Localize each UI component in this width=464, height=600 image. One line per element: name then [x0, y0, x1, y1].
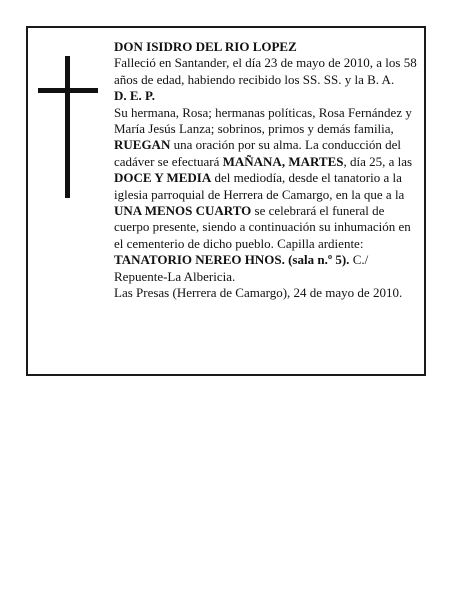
deceased-name: DON ISIDRO DEL RIO LOPEZ	[114, 39, 297, 54]
notice-text	[114, 39, 422, 302]
cross-horizontal-bar	[38, 88, 98, 93]
body-text-5: se celebrará el funeral de cuerpo presente, siendo a continuación su inhumación en el cementerio de dicho pueblo. Capilla ardiente:	[114, 203, 411, 251]
ruegan-text: RUEGAN	[114, 137, 171, 153]
body-text-1: Su hermana, Rosa; hermanas políticas, Rosa Fernández y María Jesús Lanza; sobrinos, primos y demás familia,	[114, 104, 412, 137]
address-text: C./ Repuente-La Albericia.	[114, 252, 369, 284]
death-statement: Falleció en Santander, el día 23 de mayo de 2010, a los 58 años de edad, habiendo recibido los SS. SS. y la B. A.	[114, 55, 417, 87]
una-menos-cuarto-text: UNA MENOS CUARTO	[114, 203, 252, 219]
obituary-notice	[26, 26, 426, 376]
cross-icon	[38, 56, 98, 198]
body-text-2: una oración por su alma. La conducción del cadáver se efectuará	[114, 137, 402, 169]
tanatorio-text: TANATORIO NEREO HNOS. (sala n.º 5).	[114, 252, 350, 268]
notice-body	[114, 105, 422, 285]
place-date: Las Presas (Herrera de Camargo), 24 de mayo de 2010.	[114, 285, 403, 301]
manana-martes-text: MAÑANA, MARTES	[222, 153, 344, 169]
dep-line: D. E. P.	[114, 88, 156, 104]
doce-y-media-text: DOCE Y MEDIA	[114, 170, 212, 186]
body-text-3: , día 25, a las	[343, 153, 413, 169]
cross-vertical-bar	[65, 56, 70, 198]
body-text-4: del mediodía, desde el tanatorio a la iglesia parroquial de Herrera de Camargo, en la que a la	[114, 170, 405, 202]
